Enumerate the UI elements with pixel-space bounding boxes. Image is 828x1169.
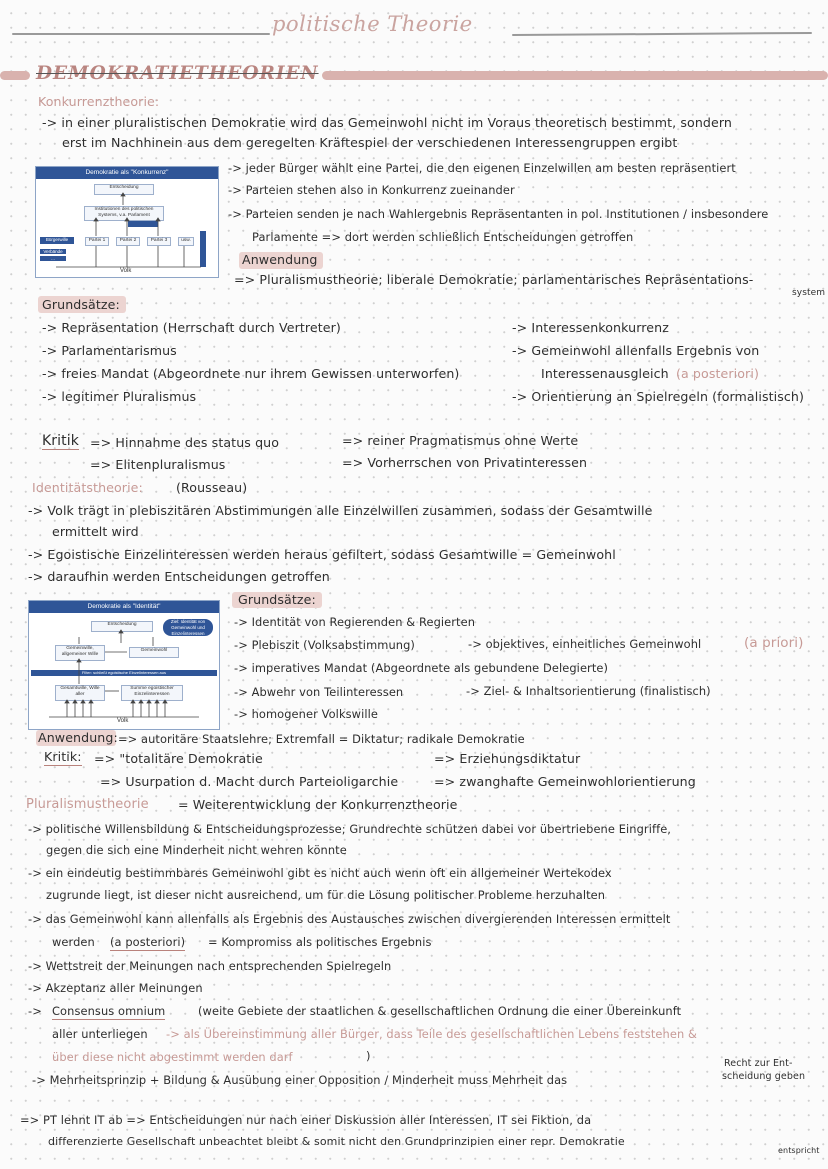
- identitaet-line-1b: ermittelt wird: [52, 524, 139, 539]
- diagram2-summe: Summe egoistischer Einzelinteressen: [121, 685, 183, 701]
- identitaet-line-3: -> daraufhin werden Entscheidungen getroffen: [28, 569, 330, 584]
- footer-line-2-end: entspricht: [778, 1146, 820, 1155]
- grundsatz-left-3: -> freies Mandat (Abgeordnete nur ihrem Gewissen unterworfen): [42, 366, 460, 381]
- diagram2-title: Demokratie als "Identität": [29, 601, 219, 613]
- identitaet-kritik-label: Kritik:: [44, 749, 82, 764]
- pluralismus-heading-rest: = Weiterentwicklung der Konkurrenztheorie: [178, 797, 458, 812]
- diagram2-volk: Volk: [117, 718, 129, 724]
- section-bar-left: [0, 71, 30, 80]
- pluralismus-l6b-pink: -> als Übereinstimmung aller Bürger, dass Teile des gesellschaftlichen Lebens feststehen &: [166, 1027, 697, 1041]
- kritik-1: => Hinnahme des status quo: [90, 435, 280, 450]
- diagram-institutionen: Institutionen des politischen Systems, v.a. Parlament: [84, 206, 164, 221]
- title-line-right: [512, 32, 812, 36]
- diagram-title: Demokratie als "Konkurrenz": [36, 167, 218, 179]
- identitaet-g4r: -> Ziel- & Inhaltsorientierung (finalistisch): [466, 684, 711, 698]
- identitaet-rousseau: (Rousseau): [176, 480, 248, 495]
- identitaet-anwendung-label: Anwendung:: [38, 730, 118, 745]
- pluralismus-l7: -> Mehrheitsprinzip + Bildung & Ausübung einer Opposition / Minderheit muss Mehrheit das: [32, 1073, 568, 1087]
- konkurrenz-anwendung: => Pluralismustheorie; liberale Demokratie; parlamentarisches Repräsentations-: [234, 272, 754, 287]
- pluralismus-l1: -> politische Willensbildung & Entscheidungsprozesse; Grundrechte schützen dabei vor übertriebene Eingriffe,: [28, 822, 672, 836]
- grundsatz-right-2: -> Gemeinwohl allenfalls Ergebnis von: [512, 343, 760, 358]
- kritik-3: => reiner Pragmatismus ohne Werte: [342, 433, 579, 448]
- pluralismus-posteriori: (a posteriori): [110, 935, 186, 949]
- identitaet-k4: => zwanghafte Gemeinwohlorientierung: [434, 774, 696, 789]
- identitaet-anwendung: => autoritäre Staatslehre; Extremfall = Diktatur; radikale Demokratie: [118, 732, 525, 746]
- identitaet-grundsaetze-label: Grundsätze:: [238, 592, 316, 607]
- diagram-entscheidung: Entscheidung: [94, 184, 154, 195]
- diagram-usw: usw.: [178, 237, 194, 246]
- diagram-arrows: [36, 167, 218, 277]
- identitaet-k3: => Erziehungsdiktatur: [434, 751, 581, 766]
- grundsatz-left-4: -> legitimer Pluralismus: [42, 389, 197, 404]
- pluralismus-l2b: zugrunde liegt, ist dieser nicht ausreichend, um für die Lösung politischer Probleme herzuhalten: [46, 888, 606, 902]
- footer-line-2: differenzierte Gesellschaft unbeachtet bleibt & somit nicht den Grundprinzipien einer repr. Demokratie: [48, 1135, 625, 1148]
- footer-line-1: => PT lehnt IT ab => Entscheidungen nur nach einer Diskussion aller Interessen, IT sei Fiktion, da: [20, 1113, 592, 1127]
- grundsatz-right-3: Interessenausgleich: [541, 366, 669, 381]
- pluralismus-l2: -> ein eindeutig bestimmbares Gemeinwohl gibt es nicht auch wenn oft ein allgemeiner Wertekodex: [28, 866, 612, 880]
- konkurrenz-heading: Konkurrenztheorie:: [38, 94, 160, 109]
- konkurrenz-point-1: -> jeder Bürger wählt eine Partei, die den eigenen Einzelwillen am besten repräsentiert: [228, 161, 736, 175]
- identitaet-line-2: -> Egoistische Einzelinteressen werden heraus gefiltert, sodass Gesamtwille = Gemeinwohl: [28, 547, 616, 562]
- konkurrenz-diagram: [35, 166, 219, 278]
- identitaet-g1: -> Identität von Regierenden & Regierten: [234, 615, 476, 629]
- grundsatz-left-1: -> Repräsentation (Herrschaft durch Vertreter): [42, 320, 341, 335]
- pluralismus-l3b-rest: = Kompromiss als politisches Ergebnis: [208, 935, 432, 949]
- grundsatz-left-2: -> Parlamentarismus: [42, 343, 177, 358]
- kritik-4: => Vorherrschen von Privatinteressen: [342, 455, 588, 470]
- pluralismus-l6b: aller unterliegen: [52, 1027, 148, 1041]
- title-line-left: [12, 33, 270, 35]
- identitaet-k2: => Usurpation d. Macht durch Parteioligarchie: [100, 774, 399, 789]
- identitaet-apriori: (a priori): [744, 635, 804, 651]
- konkurrenz-anwendung-end: system: [792, 288, 826, 298]
- diagram2-ziel: Ziel: Identität von Gemeinwohl und Einzelinteressen: [163, 619, 213, 636]
- identitaet-g2: -> Plebiszit (Volksabstimmung): [234, 638, 415, 652]
- identitaet-diagram: [28, 600, 220, 730]
- pluralismus-l6c: ): [366, 1049, 371, 1063]
- identitaet-g2r: -> objektives, einheitliches Gemeinwohl: [468, 637, 702, 651]
- pluralismus-l6: (weite Gebiete der staatlichen & gesellschaftlichen Ordnung die einer Übereinkunft: [198, 1004, 682, 1018]
- diagram2-gemeinwille: Gemeinwille, allgemeiner Wille: [55, 645, 105, 661]
- diagram2-gemeinwohl: Gemeinwohl: [129, 647, 179, 658]
- diagram-partei-1: Partei 1: [85, 237, 109, 246]
- pluralismus-recht-2: scheidung geben: [722, 1071, 806, 1082]
- section-bar-right: [322, 71, 828, 80]
- konkurrenz-point-3a: -> Parteien senden je nach Wahlergebnis Repräsentanten in pol. Institutionen / insbesondere: [228, 207, 769, 221]
- identitaet-g4: -> Abwehr von Teilinteressen: [234, 685, 404, 699]
- konkurrenz-grundsaetze-label: Grundsätze:: [42, 297, 120, 312]
- konkurrenz-anwendung-label: Anwendung: [242, 252, 318, 267]
- diagram-partei-3: Partei 3: [147, 237, 171, 246]
- pluralismus-l3: -> das Gemeinwohl kann allenfalls als Ergebnis des Austausches zwischen divergierenden Interessen ermittelt: [28, 912, 671, 926]
- diagram2-arrows: [29, 601, 219, 729]
- diagram-partei-2: Partei 2: [116, 237, 140, 246]
- identitaet-line-1: -> Volk trägt in plebiszitären Abstimmungen alle Einzelwillen zusammen, sodass der Gesamtwille: [28, 503, 653, 518]
- konkurrenz-point-3b: Parlamente => dort werden schließlich Entscheidungen getroffen: [252, 230, 634, 244]
- diagram2-filter: Filter: schließt egoistische Einzelinteressen aus: [31, 670, 217, 676]
- page-title: politische Theorie: [272, 12, 473, 36]
- identitaet-heading: Identitätstheorie:: [32, 480, 143, 495]
- kritik-2: => Elitenpluralismus: [90, 457, 226, 472]
- identitaet-g3: -> imperatives Mandat (Abgeordnete als gebundene Delegierte): [234, 661, 609, 675]
- pluralismus-l3b: werden: [52, 935, 95, 949]
- konkurrenz-intro-2: erst im Nachhinein aus dem geregelten Kräftespiel der verschiedenen Interessengruppen ergibt: [62, 135, 678, 150]
- diagram-buergerwille: Bürgerwille: [40, 237, 74, 244]
- section-title: DEMOKRATIETHEORIEN: [36, 63, 319, 84]
- pluralismus-l4: -> Wettstreit der Meinungen nach entsprechenden Spielregeln: [28, 959, 392, 973]
- diagram-dots: ...: [40, 256, 66, 261]
- konkurrenz-point-2: -> Parteien stehen also in Konkurrenz zueinander: [228, 183, 515, 197]
- grundsatz-right-1: -> Interessenkonkurrenz: [512, 320, 669, 335]
- diagram2-entscheidung: Entscheidung: [91, 621, 153, 632]
- identitaet-g5: -> homogener Volkswille: [234, 707, 378, 721]
- pluralismus-recht-1: Recht zur Ent-: [724, 1058, 793, 1069]
- diagram-verbaende: Verbände: [40, 249, 66, 254]
- pluralismus-consensus: Consensus omnium: [52, 1004, 166, 1018]
- konkurrenz-intro-1: -> in einer pluralistischen Demokratie wird das Gemeinwohl nicht im Voraus theoretisch bestimmt, sondern: [42, 115, 732, 130]
- grundsatz-right-4: -> Orientierung an Spielregeln (formalistisch): [512, 389, 805, 404]
- pluralismus-l6c-pink: über diese nicht abgestimmt werden darf: [52, 1050, 293, 1064]
- diagram2-gesamtwille: Gesamtwille, Wille aller: [55, 685, 105, 701]
- pluralismus-l6-arrow: ->: [28, 1004, 42, 1018]
- pluralismus-l1b: gegen die sich eine Minderheit nicht wehren könnte: [46, 843, 347, 857]
- pluralismus-heading: Pluralismustheorie: [26, 797, 149, 812]
- diagram-volk: Volk: [120, 268, 132, 274]
- pluralismus-l5: -> Akzeptanz aller Meinungen: [28, 981, 203, 995]
- konkurrenz-kritik-label: Kritik: [42, 433, 79, 449]
- identitaet-k1: => "totalitäre Demokratie: [94, 751, 263, 766]
- grundsatz-right-posteriori: (a posteriori): [676, 366, 759, 381]
